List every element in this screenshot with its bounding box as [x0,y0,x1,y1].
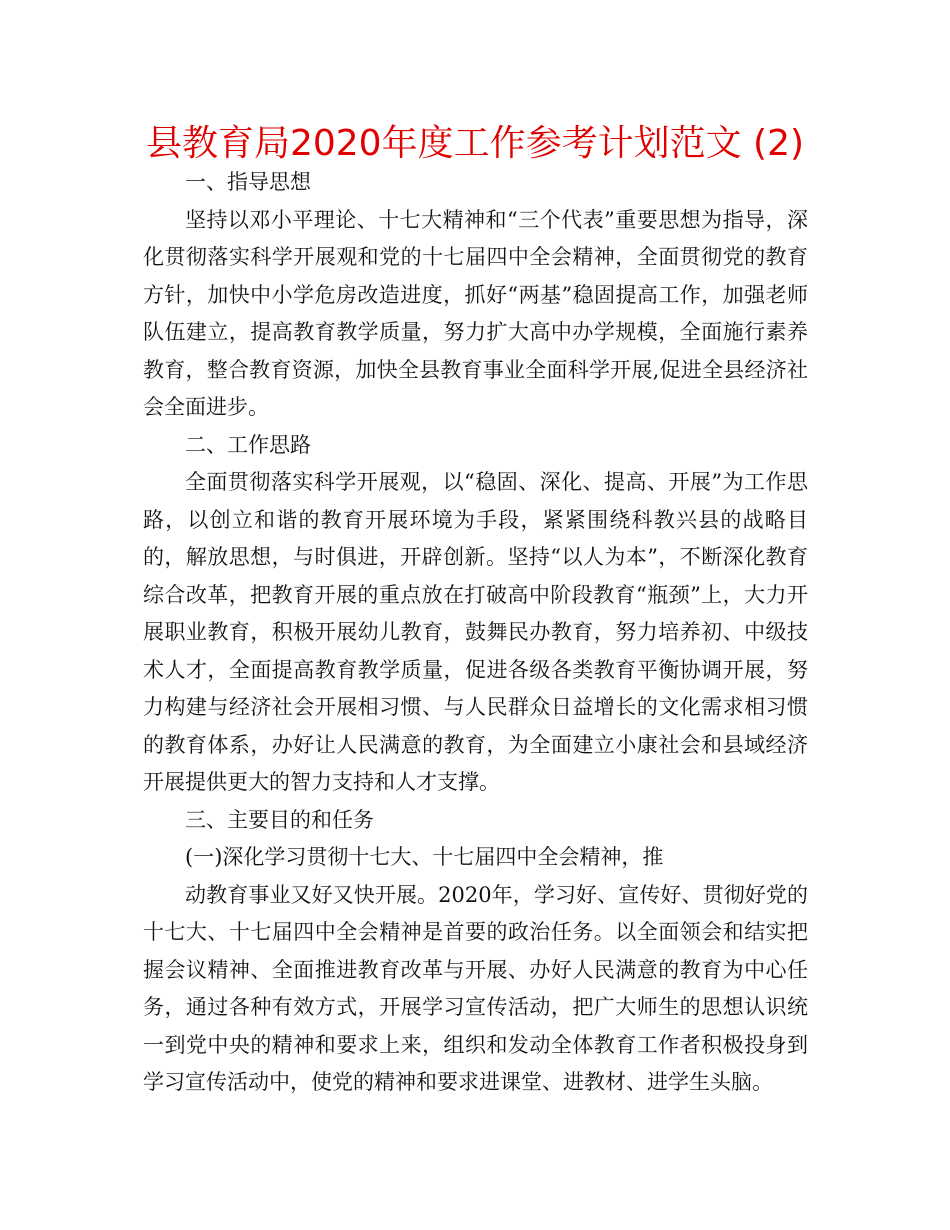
body-paragraph: 坚持以邓小平理论、十七大精神和“三个代表”重要思想为指导，深化贯彻落实科学开展观和党的十七届四中全会精神，全面贯彻党的教育方针，加快中小学危房改造进度，抓好“两基”稳固提高工作，加强老师队伍建立，提高教育教学质量，努力扩大高中办学规模，全面施行素养教育，整合教育资源，加快全县教育事业全面科学开展,促进全县经济社会全面进步。 [143,207,808,419]
document-title: 县教育局2020年度工作参考计划范文 (2) [145,123,805,164]
section-heading: 一、指导思想 [185,170,311,194]
body-paragraph: 动教育事业又好又快开展。2020年，学习好、宣传好、贯彻好党的十七大、十七届四中全会精神是首要的政治任务。以全面领会和结实把握会议精神、全面推进教育改革与开展、办好人民满意的教育为中心任务，通过各种有效方式，开展学习宣传活动，把广大师生的思想认识统一到党中央的精神和要求上来，组织和发动全体教育工作者积极投身到学习宣传活动中，使党的精神和要求进课堂、进教材、进学生头脑。 [143,882,808,1094]
section-heading: 三、主要目的和任务 [185,807,374,832]
section-heading: 二、工作思路 [185,432,311,457]
document-body [143,164,808,1102]
subsection-heading: (一)深化学习贯彻十七大、十七届四中全会精神，推 [185,845,664,869]
body-paragraph: 全面贯彻落实科学开展观，以“稳固、深化、提高、开展”为工作思路，以创立和谐的教育开展环境为手段，紧紧围绕科教兴县的战略目的，解放思想，与时俱进，开辟创新。坚持“以人为本”，不断深化教育综合改革，把教育开展的重点放在打破高中阶段教育“瓶颈”上，大力开展职业教育，积极开展幼儿教育，鼓舞民办教育，努力培养初、中级技术人才，全面提高教育教学质量，促进各级各类教育平衡协调开展，努力构建与经济社会开展相习惯、与人民群众日益增长的文化需求相习惯的教育体系，办好让人民满意的教育，为全面建立小康社会和县域经济开展提供更大的智力支持和人才支撑。 [143,470,808,794]
